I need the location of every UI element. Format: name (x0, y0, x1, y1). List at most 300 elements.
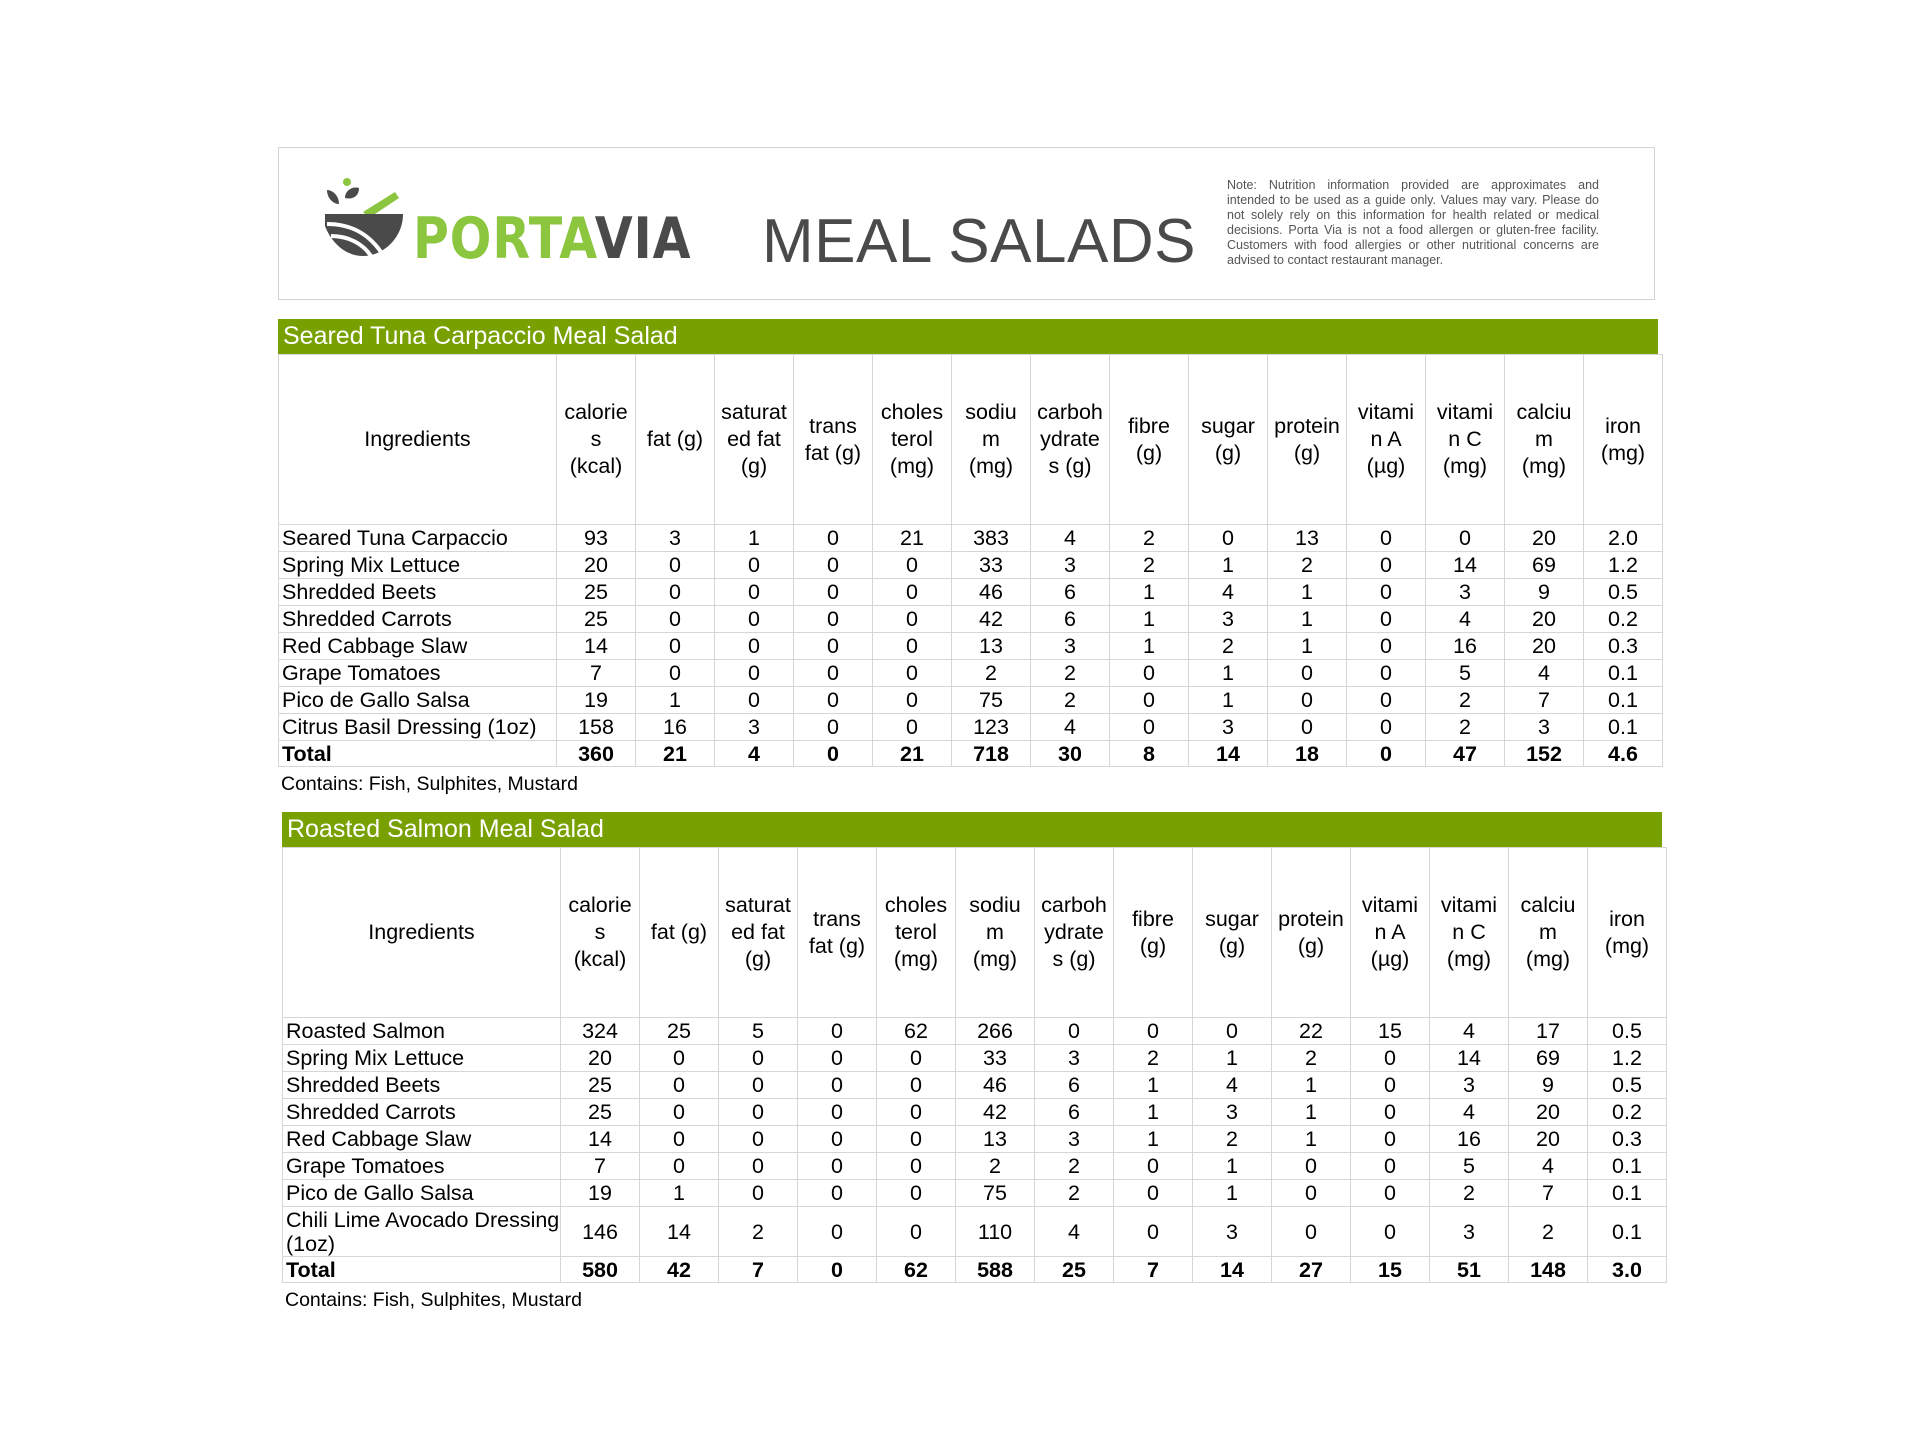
cell-saturated-fat: 0 (719, 1072, 798, 1099)
cell-calories: 14 (557, 633, 636, 660)
cell-carbohydrates: 6 (1031, 579, 1110, 606)
cell-sodium: 46 (956, 1072, 1035, 1099)
cell-calories: 7 (557, 660, 636, 687)
cell-protein: 1 (1268, 579, 1347, 606)
column-header-line: iron (1605, 413, 1641, 438)
brand-name: PORTAVIA (413, 206, 692, 272)
cell-protein: 2 (1268, 552, 1347, 579)
total-fat: 42 (640, 1257, 719, 1283)
column-header-line: fat (g) (650, 920, 708, 944)
cell-calcium: 20 (1509, 1126, 1588, 1153)
cell-sugar: 1 (1193, 1045, 1272, 1072)
cell-calcium: 2 (1509, 1207, 1588, 1257)
table-row (279, 660, 1663, 687)
cell-trans-fat: 0 (794, 687, 873, 714)
cell-vitamin-c: 14 (1426, 552, 1505, 579)
total-protein: 27 (1272, 1257, 1351, 1283)
cell-sugar: 3 (1189, 606, 1268, 633)
column-header-line: fat (g) (804, 440, 862, 465)
page-title: MEAL SALADS (762, 207, 1196, 276)
cell-protein: 1 (1272, 1099, 1351, 1126)
column-header-line: (g) (744, 947, 772, 971)
cell-saturated-fat: 0 (719, 1180, 798, 1207)
column-header-ingredients (279, 355, 557, 525)
cell-carbohydrates: 2 (1035, 1180, 1114, 1207)
cell-protein: 2 (1272, 1045, 1351, 1072)
cell-calories: 25 (557, 579, 636, 606)
table-row (279, 714, 1663, 741)
cell-calories: 14 (561, 1126, 640, 1153)
column-header-fat (640, 848, 719, 1018)
cell-iron: 0.5 (1588, 1072, 1667, 1099)
column-header-line: protein (1278, 906, 1344, 931)
column-header-line: fat (g) (646, 427, 704, 451)
cell-protein: 0 (1268, 660, 1347, 687)
cell-ingredients: Shredded Carrots (283, 1099, 561, 1126)
cell-calcium: 7 (1505, 687, 1584, 714)
cell-carbohydrates: 0 (1035, 1018, 1114, 1045)
column-header-fibre (1114, 848, 1193, 1018)
column-header-vitamin-a (1351, 848, 1430, 1018)
cell-fat: 14 (640, 1207, 719, 1257)
cell-iron: 0.2 (1584, 606, 1663, 633)
header-box (278, 147, 1655, 300)
column-header-line: m (1535, 427, 1553, 451)
cell-fibre: 2 (1110, 525, 1189, 552)
total-calcium: 148 (1509, 1257, 1588, 1283)
cell-cholesterol: 0 (873, 579, 952, 606)
cell-calcium: 4 (1509, 1153, 1588, 1180)
column-header-calcium (1505, 355, 1584, 525)
cell-iron: 0.1 (1588, 1180, 1667, 1207)
cell-calcium: 20 (1509, 1099, 1588, 1126)
cell-fibre: 0 (1114, 1018, 1193, 1045)
cell-saturated-fat: 0 (715, 606, 794, 633)
cell-iron: 1.2 (1588, 1045, 1667, 1072)
cell-trans-fat: 0 (798, 1180, 877, 1207)
cell-calories: 25 (557, 606, 636, 633)
column-header-line: trans (813, 906, 861, 931)
column-header-sodium (956, 848, 1035, 1018)
cell-vitamin-c: 5 (1426, 660, 1505, 687)
table-row (283, 1099, 1667, 1126)
cell-carbohydrates: 2 (1035, 1153, 1114, 1180)
total-saturated-fat: 4 (715, 741, 794, 767)
cell-protein: 0 (1268, 687, 1347, 714)
column-header-line: ed fat (727, 427, 781, 451)
column-header-line: Ingredients (364, 427, 471, 451)
cell-fibre: 1 (1110, 633, 1189, 660)
cell-cholesterol: 0 (877, 1153, 956, 1180)
column-header-line: iron (1609, 906, 1645, 931)
cell-fat: 0 (636, 606, 715, 633)
cell-trans-fat: 0 (794, 606, 873, 633)
cell-calcium: 7 (1509, 1180, 1588, 1207)
column-header-line: (µg) (1366, 454, 1406, 478)
cell-protein: 1 (1268, 606, 1347, 633)
cell-ingredients: Citrus Basil Dressing (1oz) (279, 714, 557, 741)
table-row (279, 633, 1663, 660)
cell-calories: 19 (557, 687, 636, 714)
column-header-line: (mg) (893, 947, 939, 971)
cell-vitamin-a: 0 (1347, 606, 1426, 633)
cell-ingredients: Chili Lime Avocado Dressing (1oz) (283, 1207, 561, 1257)
total-trans-fat: 0 (798, 1257, 877, 1283)
cell-protein: 0 (1272, 1180, 1351, 1207)
column-header-trans-fat (794, 355, 873, 525)
cell-fibre: 2 (1114, 1045, 1193, 1072)
cell-sodium: 75 (952, 687, 1031, 714)
table-row (279, 606, 1663, 633)
cell-calcium: 3 (1505, 714, 1584, 741)
bowl-leaf-logo-icon (323, 176, 413, 276)
total-calcium: 152 (1505, 741, 1584, 767)
cell-protein: 13 (1268, 525, 1347, 552)
cell-sugar: 0 (1189, 525, 1268, 552)
cell-sodium: 2 (956, 1153, 1035, 1180)
cell-vitamin-c: 2 (1426, 714, 1505, 741)
cell-fat: 1 (640, 1180, 719, 1207)
cell-ingredients: Shredded Carrots (279, 606, 557, 633)
cell-fat: 0 (636, 579, 715, 606)
total-fibre: 8 (1110, 741, 1189, 767)
column-header-line: s (g) (1052, 947, 1096, 971)
cell-trans-fat: 0 (794, 579, 873, 606)
column-header-line: choles (884, 893, 948, 917)
cell-ingredients: Seared Tuna Carpaccio (279, 525, 557, 552)
cell-ingredients: Spring Mix Lettuce (279, 552, 557, 579)
cell-iron: 0.5 (1588, 1018, 1667, 1045)
cell-vitamin-c: 4 (1430, 1018, 1509, 1045)
column-header-line: sugar (1205, 906, 1259, 931)
cell-vitamin-c: 14 (1430, 1045, 1509, 1072)
cell-carbohydrates: 3 (1031, 552, 1110, 579)
column-header-protein (1272, 848, 1351, 1018)
cell-fat: 0 (640, 1153, 719, 1180)
column-header-line: (g) (1139, 933, 1167, 958)
cell-saturated-fat: 5 (719, 1018, 798, 1045)
cell-ingredients: Red Cabbage Slaw (279, 633, 557, 660)
cell-vitamin-c: 2 (1430, 1180, 1509, 1207)
allergen-note: Contains: Fish, Sulphites, Mustard (281, 773, 578, 795)
cell-fibre: 1 (1114, 1099, 1193, 1126)
column-header-line: (mg) (1604, 933, 1650, 958)
column-header-line: (µg) (1370, 947, 1410, 971)
column-header-trans-fat (798, 848, 877, 1018)
cell-vitamin-c: 3 (1426, 579, 1505, 606)
cell-ingredients: Roasted Salmon (283, 1018, 561, 1045)
column-header-iron (1588, 848, 1667, 1018)
total-calories: 360 (557, 741, 636, 767)
column-header-line: Ingredients (368, 920, 475, 944)
column-header-ingredients (283, 848, 561, 1018)
cell-fat: 0 (640, 1072, 719, 1099)
cell-fat: 25 (640, 1018, 719, 1045)
cell-sugar: 4 (1189, 579, 1268, 606)
cell-fibre: 1 (1110, 606, 1189, 633)
column-header-iron (1584, 355, 1663, 525)
cell-sugar: 2 (1193, 1126, 1272, 1153)
cell-trans-fat: 0 (798, 1207, 877, 1257)
total-protein: 18 (1268, 741, 1347, 767)
column-header-carbohydrates (1031, 355, 1110, 525)
cell-calories: 19 (561, 1180, 640, 1207)
column-header-line: saturat (721, 400, 787, 424)
column-header-vitamin-c (1430, 848, 1509, 1018)
cell-ingredients: Red Cabbage Slaw (283, 1126, 561, 1153)
column-header-line: m (982, 427, 1000, 451)
column-header-sodium (952, 355, 1031, 525)
cell-sodium: 13 (952, 633, 1031, 660)
column-header-line: calciu (1516, 400, 1572, 424)
cell-sodium: 42 (956, 1099, 1035, 1126)
cell-calories: 324 (561, 1018, 640, 1045)
column-header-sugar (1193, 848, 1272, 1018)
cell-vitamin-c: 16 (1430, 1126, 1509, 1153)
cell-iron: 0.1 (1584, 714, 1663, 741)
cell-vitamin-c: 16 (1426, 633, 1505, 660)
total-vitamin-a: 15 (1351, 1257, 1430, 1283)
cell-ingredients: Grape Tomatoes (279, 660, 557, 687)
column-header-line: (g) (1135, 440, 1163, 465)
cell-carbohydrates: 3 (1035, 1126, 1114, 1153)
table-row (283, 1180, 1667, 1207)
column-header-line: saturat (725, 893, 791, 917)
column-header-line: trans (809, 413, 857, 438)
cell-iron: 0.2 (1588, 1099, 1667, 1126)
cell-fibre: 2 (1110, 552, 1189, 579)
cell-protein: 0 (1272, 1207, 1351, 1257)
cell-cholesterol: 0 (873, 687, 952, 714)
cell-fibre: 0 (1110, 687, 1189, 714)
cell-vitamin-c: 3 (1430, 1072, 1509, 1099)
column-header-line: fat (g) (808, 933, 866, 958)
cell-fat: 0 (636, 552, 715, 579)
cell-iron: 0.3 (1584, 633, 1663, 660)
column-header-line: n A (1370, 427, 1402, 451)
column-header-line: carboh (1041, 893, 1107, 917)
cell-ingredients: Spring Mix Lettuce (283, 1045, 561, 1072)
column-header-line: sodiu (965, 400, 1017, 424)
column-header-calories (557, 355, 636, 525)
cell-calcium: 20 (1505, 633, 1584, 660)
table-row (279, 579, 1663, 606)
cell-saturated-fat: 0 (715, 579, 794, 606)
cell-calories: 93 (557, 525, 636, 552)
cell-fibre: 1 (1114, 1072, 1193, 1099)
total-row (283, 1257, 1667, 1283)
cell-saturated-fat: 0 (715, 660, 794, 687)
column-header-line: m (1539, 920, 1557, 944)
cell-cholesterol: 0 (877, 1099, 956, 1126)
cell-trans-fat: 0 (798, 1045, 877, 1072)
cell-fibre: 0 (1114, 1153, 1193, 1180)
column-header-line: (mg) (1525, 947, 1571, 971)
cell-sodium: 46 (952, 579, 1031, 606)
table-row (283, 1045, 1667, 1072)
column-header-vitamin-c (1426, 355, 1505, 525)
column-header-line: n A (1374, 920, 1406, 944)
cell-vitamin-a: 0 (1347, 714, 1426, 741)
column-header-line: (mg) (1521, 454, 1567, 478)
cell-protein: 1 (1268, 633, 1347, 660)
cell-vitamin-c: 4 (1426, 606, 1505, 633)
total-fat: 21 (636, 741, 715, 767)
cell-vitamin-a: 0 (1351, 1099, 1430, 1126)
nutrition-table (282, 847, 1667, 1283)
column-header-line: sugar (1201, 413, 1255, 438)
cell-iron: 0.3 (1588, 1126, 1667, 1153)
cell-calcium: 17 (1509, 1018, 1588, 1045)
cell-cholesterol: 0 (877, 1207, 956, 1257)
cell-saturated-fat: 0 (719, 1153, 798, 1180)
total-iron: 3.0 (1588, 1257, 1667, 1283)
cell-vitamin-a: 0 (1351, 1153, 1430, 1180)
cell-trans-fat: 0 (798, 1099, 877, 1126)
total-iron: 4.6 (1584, 741, 1663, 767)
cell-sodium: 42 (952, 606, 1031, 633)
cell-vitamin-c: 0 (1426, 525, 1505, 552)
cell-fat: 0 (636, 633, 715, 660)
cell-sugar: 0 (1193, 1018, 1272, 1045)
nutrition-table (278, 354, 1663, 767)
cell-sodium: 33 (952, 552, 1031, 579)
cell-cholesterol: 62 (877, 1018, 956, 1045)
cell-vitamin-a: 0 (1347, 525, 1426, 552)
cell-carbohydrates: 3 (1035, 1045, 1114, 1072)
cell-trans-fat: 0 (798, 1018, 877, 1045)
cell-calories: 158 (557, 714, 636, 741)
cell-trans-fat: 0 (794, 552, 873, 579)
cell-ingredients: Shredded Beets (283, 1072, 561, 1099)
total-calories: 580 (561, 1257, 640, 1283)
cell-protein: 1 (1272, 1072, 1351, 1099)
cell-calories: 20 (561, 1045, 640, 1072)
column-header-line: n C (1448, 427, 1482, 451)
column-header-line: fibre (1128, 413, 1170, 438)
cell-vitamin-a: 0 (1347, 660, 1426, 687)
column-header-line: (g) (1218, 933, 1246, 958)
column-header-line: (mg) (972, 947, 1018, 971)
cell-fat: 0 (636, 660, 715, 687)
cell-calcium: 4 (1505, 660, 1584, 687)
cell-cholesterol: 0 (877, 1180, 956, 1207)
cell-saturated-fat: 0 (715, 633, 794, 660)
column-header-line: (g) (740, 454, 768, 478)
column-header-line: vitami (1357, 400, 1415, 424)
cell-sodium: 383 (952, 525, 1031, 552)
column-header-line: protein (1274, 413, 1340, 438)
cell-fat: 0 (640, 1045, 719, 1072)
cell-calories: 20 (557, 552, 636, 579)
cell-vitamin-a: 0 (1351, 1045, 1430, 1072)
cell-trans-fat: 0 (794, 714, 873, 741)
total-trans-fat: 0 (794, 741, 873, 767)
cell-protein: 1 (1272, 1126, 1351, 1153)
column-header-saturated-fat (715, 355, 794, 525)
cell-sugar: 1 (1189, 552, 1268, 579)
cell-vitamin-c: 4 (1430, 1099, 1509, 1126)
nutrition-note: Note: Nutrition information provided are approximates and intended to be used as a guide only. Values may vary. Please do not solely rely on this information for health related or medical decisions. Porta Via is not a food allergen or gluten-free facility. Customers with food allergies or other nutritional concerns are advised to contact restaurant manager. (1227, 178, 1599, 267)
cell-sugar: 1 (1193, 1180, 1272, 1207)
total-vitamin-c: 47 (1426, 741, 1505, 767)
cell-sodium: 123 (952, 714, 1031, 741)
cell-saturated-fat: 0 (719, 1126, 798, 1153)
cell-calories: 7 (561, 1153, 640, 1180)
column-header-line: choles (880, 400, 944, 424)
column-header-line: calorie (564, 400, 628, 424)
cell-fat: 3 (636, 525, 715, 552)
total-vitamin-a: 0 (1347, 741, 1426, 767)
column-header-line: sodiu (969, 893, 1021, 917)
cell-vitamin-c: 3 (1430, 1207, 1509, 1257)
cell-cholesterol: 0 (873, 606, 952, 633)
column-header-fibre (1110, 355, 1189, 525)
cell-calories: 146 (561, 1207, 640, 1257)
cell-fibre: 0 (1110, 714, 1189, 741)
cell-sugar: 4 (1193, 1072, 1272, 1099)
cell-fat: 1 (636, 687, 715, 714)
cell-cholesterol: 0 (873, 714, 952, 741)
table-row (283, 1072, 1667, 1099)
column-header-line: (kcal) (569, 454, 623, 478)
column-header-calories (561, 848, 640, 1018)
column-header-line: ed fat (731, 920, 785, 944)
cell-vitamin-c: 5 (1430, 1153, 1509, 1180)
cell-carbohydrates: 3 (1031, 633, 1110, 660)
cell-sodium: 75 (956, 1180, 1035, 1207)
cell-fibre: 0 (1114, 1207, 1193, 1257)
column-header-cholesterol (877, 848, 956, 1018)
cell-sodium: 110 (956, 1207, 1035, 1257)
column-header-line: calciu (1520, 893, 1576, 917)
cell-fibre: 1 (1110, 579, 1189, 606)
table-row (283, 1153, 1667, 1180)
table-row (283, 1207, 1667, 1257)
column-header-line: s (590, 427, 602, 451)
cell-vitamin-a: 0 (1351, 1207, 1430, 1257)
cell-trans-fat: 0 (798, 1153, 877, 1180)
cell-iron: 0.1 (1584, 660, 1663, 687)
cell-vitamin-a: 0 (1351, 1126, 1430, 1153)
cell-carbohydrates: 4 (1031, 525, 1110, 552)
cell-sugar: 3 (1189, 714, 1268, 741)
cell-saturated-fat: 2 (719, 1207, 798, 1257)
cell-fibre: 0 (1114, 1180, 1193, 1207)
cell-vitamin-a: 0 (1351, 1072, 1430, 1099)
total-sodium: 588 (956, 1257, 1035, 1283)
total-fibre: 7 (1114, 1257, 1193, 1283)
column-header-line: (g) (1297, 933, 1325, 958)
column-header-line: (mg) (1600, 440, 1646, 465)
section-title: Roasted Salmon Meal Salad (282, 812, 1662, 847)
table-row (279, 525, 1663, 552)
cell-carbohydrates: 6 (1035, 1072, 1114, 1099)
cell-calcium: 69 (1509, 1045, 1588, 1072)
salad-section-salmon (282, 812, 1662, 1312)
cell-sugar: 1 (1189, 687, 1268, 714)
cell-calcium: 69 (1505, 552, 1584, 579)
column-header-vitamin-a (1347, 355, 1426, 525)
total-cholesterol: 21 (873, 741, 952, 767)
cell-trans-fat: 0 (794, 660, 873, 687)
column-header-line: carboh (1037, 400, 1103, 424)
cell-iron: 0.1 (1584, 687, 1663, 714)
portavia-logo (323, 170, 692, 280)
column-header-line: ydrate (1044, 920, 1104, 944)
cell-sodium: 33 (956, 1045, 1035, 1072)
cell-vitamin-c: 2 (1426, 687, 1505, 714)
